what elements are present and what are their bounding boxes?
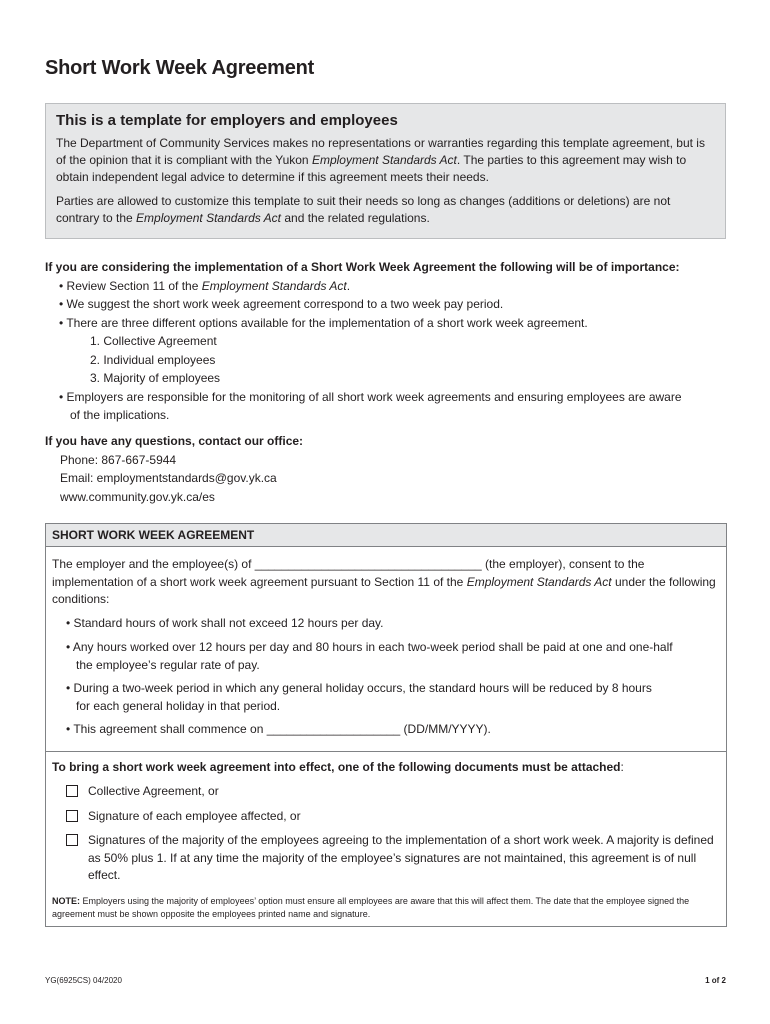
importance-bullet-4: • Employers are responsible for the monitoring of all short work week agreements and ensuring employees are aware	[59, 389, 682, 404]
condition-3-cont: for each general holiday in that period.	[76, 698, 281, 713]
form-note: NOTE: Employers using the majority of employees’ option must ensure all employees are aware that this will affect them. The date that the employee signed the agreement must be shown opposite the employees printed name and signature.	[52, 895, 690, 919]
importance-bullet-3: • There are three different options available for the implementation of a short work week agreement.	[59, 315, 588, 330]
importance-bullet-4-cont: of the implications.	[70, 408, 170, 422]
page-number: 1 of 2	[705, 976, 726, 985]
importance-heading: If you are considering the implementation of a Short Work Week Agreement the following will be of importance:	[45, 260, 680, 274]
option-item-1: 1. Collective Agreement	[90, 334, 217, 348]
individual-signature-label: Signature of each employee affected, or	[88, 808, 301, 823]
form-code: YG(6925CS) 04/2020	[45, 976, 122, 985]
importance-section	[45, 258, 735, 425]
importance-bullet-1: • Review Section 11 of the Employment Standards Act.	[59, 278, 351, 293]
condition-2: • Any hours worked over 12 hours per day and 80 hours in each two-week period shall be paid at one and one-half	[66, 640, 673, 654]
option-item-3: 3. Majority of employees	[90, 371, 221, 385]
condition-1: • Standard hours of work shall not exceed 12 hours per day.	[66, 615, 384, 630]
contact-email[interactable]: Email: employmentstandards@gov.yk.ca	[60, 471, 277, 485]
condition-3: • During a two-week period in which any general holiday occurs, the standard hours will be reduced by 8 hours	[66, 681, 652, 695]
document-option-individual	[52, 808, 720, 826]
template-notice-box	[45, 103, 726, 239]
importance-bullet-2: • We suggest the short work week agreement correspond to a two week pay period.	[59, 297, 504, 311]
contact-heading: If you have any questions, contact our office:	[45, 434, 304, 448]
template-notice-paragraph-2: Parties are allowed to customize this template to suit their needs so long as changes (additions or deletions) are not contrary to the Employment Standards Act and the related regulations.	[56, 194, 671, 225]
contact-section	[45, 432, 735, 506]
contact-website[interactable]: www.community.gov.yk.ca/es	[60, 489, 215, 504]
agreement-form	[45, 523, 727, 927]
template-notice-heading: This is a template for employers and employees	[56, 112, 398, 129]
form-header: SHORT WORK WEEK AGREEMENT	[46, 524, 726, 547]
condition-2-cont: the employee’s regular rate of pay.	[76, 657, 260, 672]
page-title: Short Work Week Agreement	[45, 57, 315, 79]
template-notice-paragraph-1: The Department of Community Services makes no representations or warranties regarding this template agreement, but is of the opinion that it is compliant with the Yukon Employment Standards Act. The parties to this agreement may wish to obtain independent legal advice to determine if this agreement meets their needs.	[56, 136, 705, 184]
contact-phone: Phone: 867-667-5944	[60, 452, 177, 467]
form-divider	[46, 751, 726, 752]
individual-signature-checkbox[interactable]	[66, 810, 78, 822]
collective-agreement-label: Collective Agreement, or	[88, 784, 219, 798]
majority-signature-checkbox[interactable]	[66, 834, 78, 846]
collective-agreement-checkbox[interactable]	[66, 785, 78, 797]
option-item-2: 2. Individual employees	[90, 352, 216, 367]
majority-signature-label: Signatures of the majority of the employees agreeing to the implementation of a short work week. A majority is defined as 50% plus 1. If at any time the majority of the employee’s signatures are not maintained, this agreement is of null effect.	[88, 833, 714, 882]
document-option-collective	[52, 783, 720, 801]
documents-heading: To bring a short work week agreement into effect, one of the following documents must be attached:	[52, 759, 624, 774]
document-option-majority	[52, 832, 720, 885]
form-intro: The employer and the employee(s) of __________________________________ (the employer), consent to the implementation of a short work week agreement pursuant to Section 11 of the Employment Standards Act under the following conditions:	[52, 557, 716, 606]
condition-4: • This agreement shall commence on ____________________ (DD/MM/YYYY).	[66, 722, 491, 736]
